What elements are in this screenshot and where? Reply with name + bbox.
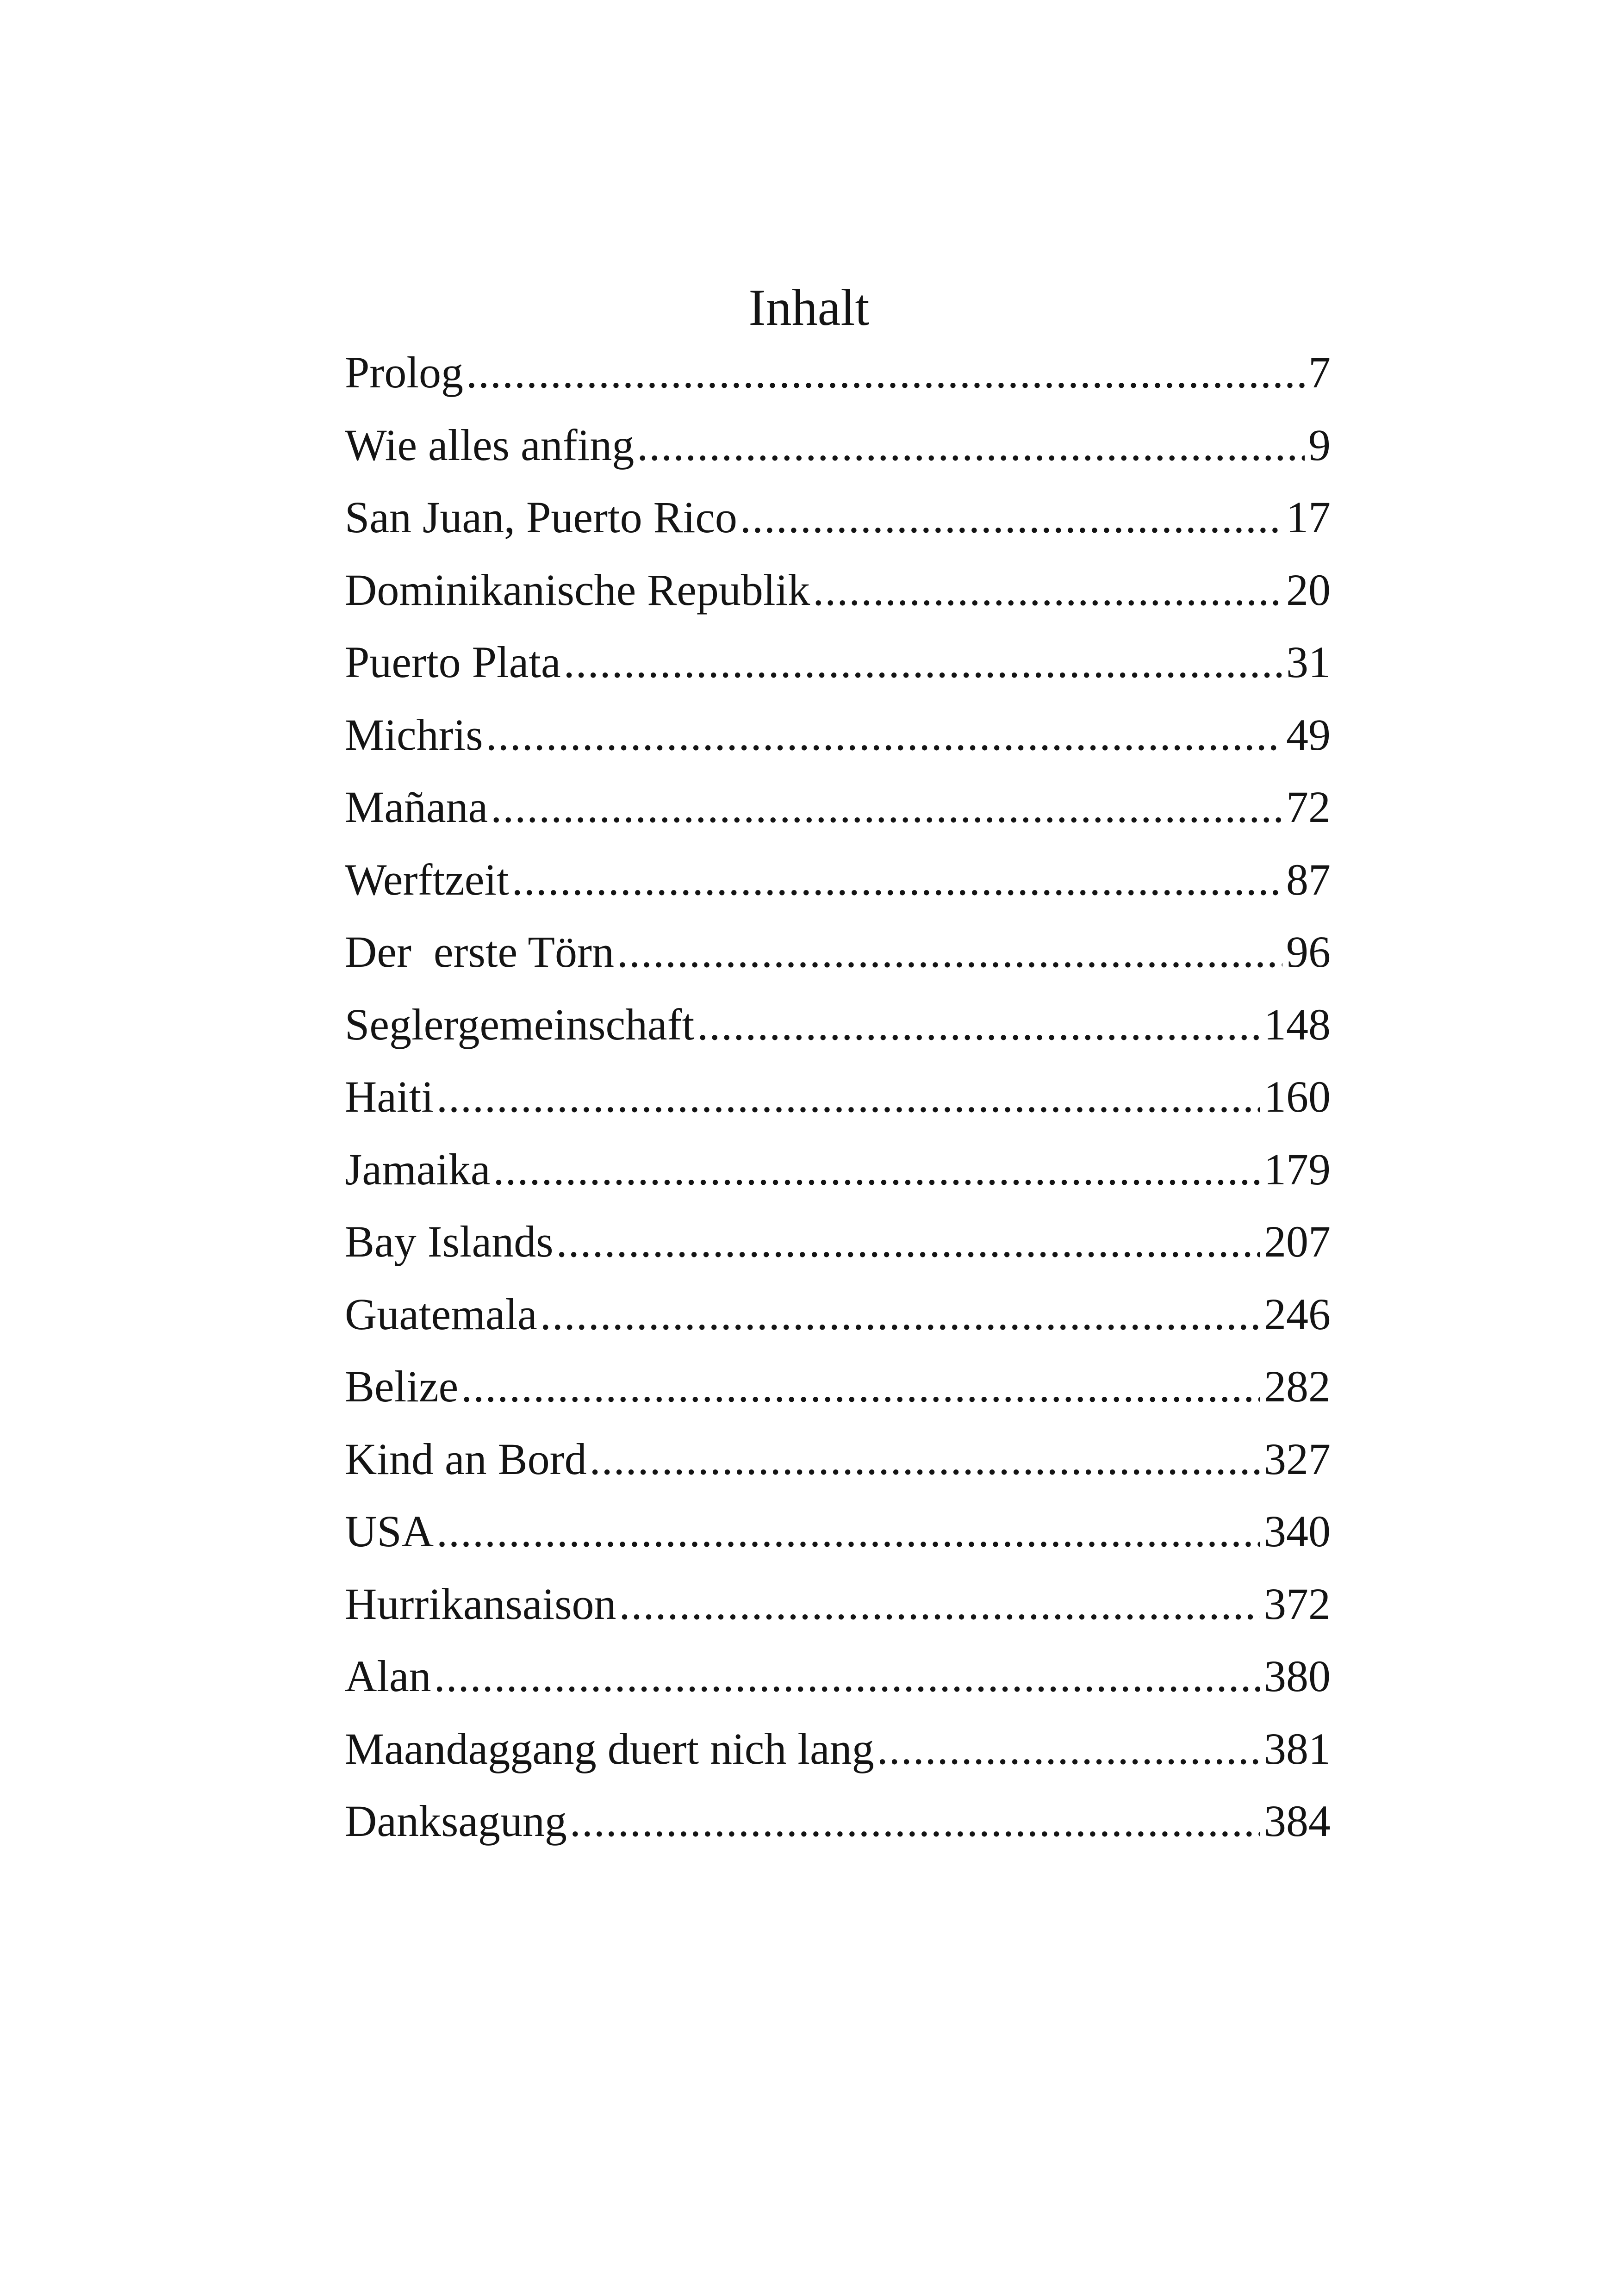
toc-entry[interactable] [345,415,1331,488]
toc-entry-page: 380 [1264,1651,1331,1701]
toc-entry[interactable] [345,1791,1331,1864]
toc-entry-page: 282 [1264,1362,1331,1411]
toc-entry[interactable] [345,705,1331,778]
dot-leader [491,777,1282,837]
toc-entry-label: Haiti [345,1072,434,1121]
dot-leader [436,1501,1260,1562]
toc-entry-label: Alan [345,1651,431,1701]
toc-entry-label: Seglergemeinschaft [345,999,695,1049]
dot-leader [461,1356,1260,1417]
toc-entry-label: Der erste Törn [345,927,614,977]
toc-entry-label: Guatemala [345,1289,537,1339]
dot-leader [436,1067,1260,1127]
toc-entry-label: Bay Islands [345,1217,554,1266]
toc-entry[interactable] [345,1719,1331,1792]
dot-leader [697,995,1260,1055]
toc-entry-label: Danksagung [345,1796,567,1846]
toc-entry-label: Dominikanische Republik [345,565,810,615]
toc-entry-page: 87 [1286,854,1331,904]
toc-entry-label: Wie alles anfing [345,420,635,470]
toc-entry-label: Puerto Plata [345,637,561,687]
dot-leader [564,632,1282,692]
toc-entry[interactable] [345,850,1331,922]
dot-leader [637,415,1305,475]
toc-entry-label: Werftzeit [345,854,509,904]
dot-leader [434,1646,1260,1706]
dot-leader [813,560,1282,620]
toc-entry-label: Michris [345,709,483,759]
dot-leader [570,1791,1260,1851]
dot-leader [740,487,1282,548]
toc-entry[interactable] [345,1429,1331,1502]
toc-list [345,342,1331,1864]
toc-entry-page: 9 [1308,420,1331,470]
dot-leader [512,850,1282,910]
toc-entry[interactable] [345,1356,1331,1429]
toc-entry[interactable] [345,487,1331,560]
toc-entry-label: Maandaggang duert nich lang [345,1724,874,1773]
toc-entry-page: 327 [1264,1434,1331,1484]
toc-entry-label: San Juan, Puerto Rico [345,492,737,542]
toc-entry[interactable] [345,560,1331,633]
toc-entry-page: 207 [1264,1217,1331,1266]
dot-leader [877,1719,1260,1779]
toc-entry-page: 20 [1286,565,1331,615]
toc-entry[interactable] [345,922,1331,995]
toc-entry-page: 17 [1286,492,1331,542]
toc-entry[interactable] [345,995,1331,1067]
toc-entry[interactable] [345,1501,1331,1574]
toc-entry-label: Hurrikansaison [345,1579,616,1629]
toc-entry-page: 384 [1264,1796,1331,1846]
toc-entry-page: 72 [1286,782,1331,832]
dot-leader [493,1139,1260,1200]
toc-entry-page: 7 [1308,348,1331,397]
toc-entry-label: USA [345,1506,434,1556]
toc-entry[interactable] [345,777,1331,850]
dot-leader [486,705,1282,765]
toc-entry[interactable] [345,1284,1331,1357]
toc-entry-page: 96 [1286,927,1331,977]
toc-entry-label: Mañana [345,782,488,832]
toc-entry-label: Belize [345,1362,459,1411]
toc-entry-page: 246 [1264,1289,1331,1339]
toc-title: Inhalt [748,279,870,336]
dot-leader [617,922,1282,982]
dot-leader [466,342,1305,403]
toc-entry-page: 381 [1264,1724,1331,1773]
toc-entry-page: 148 [1264,999,1331,1049]
toc-entry[interactable] [345,1574,1331,1647]
toc-entry-label: Prolog [345,348,464,397]
toc-entry[interactable] [345,1646,1331,1719]
toc-entry-page: 49 [1286,709,1331,759]
toc-entry-page: 179 [1264,1144,1331,1194]
toc-entry-label: Kind an Bord [345,1434,587,1484]
dot-leader [619,1574,1260,1634]
toc-entry-page: 160 [1264,1072,1331,1121]
toc-entry[interactable] [345,1067,1331,1139]
toc-entry-page: 340 [1264,1506,1331,1556]
toc-entry[interactable] [345,632,1331,705]
dot-leader [540,1284,1260,1344]
dot-leader [556,1212,1260,1272]
toc-entry-page: 372 [1264,1579,1331,1629]
toc-entry[interactable] [345,1212,1331,1284]
toc-entry-label: Jamaika [345,1144,491,1194]
toc-entry-page: 31 [1286,637,1331,687]
toc-entry[interactable] [345,1139,1331,1212]
toc-entry[interactable] [345,342,1331,415]
dot-leader [590,1429,1260,1489]
